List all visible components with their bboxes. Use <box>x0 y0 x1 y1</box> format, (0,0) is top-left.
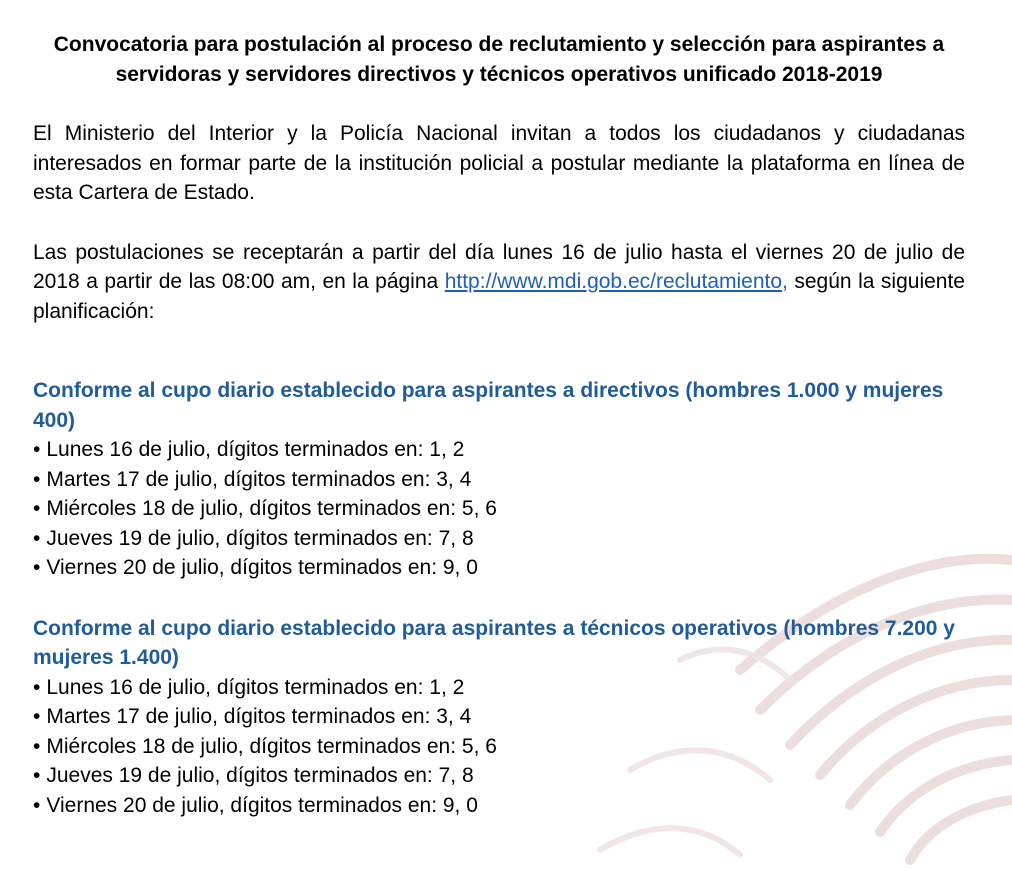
document-title: Convocatoria para postulación al proceso de reclutamiento y selección para aspirantes a servidoras y servidores directivos y técnicos operativos unificado 2018-2019 <box>53 33 945 86</box>
schedule-text-after-link: según la siguiente planificación: <box>33 270 965 323</box>
bullet-icon: • <box>33 438 41 461</box>
bullet-icon: • <box>33 675 41 699</box>
list-item: • Miércoles 18 de julio, dígitos terminados en: 5, 6 <box>33 497 497 520</box>
schedule-paragraph <box>33 238 965 327</box>
bullet-icon: • <box>33 556 41 579</box>
bullet-icon: • <box>33 764 41 787</box>
list-item: • Miércoles 18 de julio, dígitos terminados en: 5, 6 <box>33 734 497 758</box>
schedule-text-before-link: Las postulaciones se receptarán a partir del día lunes 16 de julio hasta el viernes 20 de julio de 2018 a partir de las 08:00 am, en la página <box>33 240 965 293</box>
list-item: • Jueves 19 de julio, dígitos terminados en: 7, 8 <box>33 526 474 550</box>
bullet-icon: • <box>33 793 41 817</box>
reclutamiento-link[interactable]: http://www.mdi.gob.ec/reclutamiento <box>444 270 783 293</box>
list-item: • Lunes 16 de julio, dígitos terminados en: 1, 2 <box>33 438 465 461</box>
intro-paragraph: El Ministerio del Interior y la Policía Nacional invitan a todos los ciudadanos y ciudadanas interesados en formar parte de la institución policial a postular mediante la plataforma en línea de esta Cartera de Estado. <box>33 122 965 204</box>
document-page <box>33 0 965 820</box>
bullet-icon: • <box>33 734 41 758</box>
bullet-list-tecnicos <box>33 673 965 821</box>
list-item: • Viernes 20 de julio, dígitos terminados en: 9, 0 <box>33 556 478 579</box>
bullet-icon: • <box>33 705 41 728</box>
link-comma: , <box>782 270 788 293</box>
section-heading-directivos: Conforme al cupo diario establecido para aspirantes a directivos (hombres 1.000 y mujeres 400) <box>33 379 944 432</box>
section-heading-tecnicos: Conforme al cupo diario establecido para aspirantes a técnicos operativos (hombres 7.200 y mujeres 1.400) <box>33 616 955 669</box>
list-item: • Martes 17 de julio, dígitos terminados en: 3, 4 <box>33 467 472 491</box>
bullet-icon: • <box>33 467 41 491</box>
list-item: • Viernes 20 de julio, dígitos terminados en: 9, 0 <box>33 793 478 817</box>
bullet-list-directivos <box>33 435 965 583</box>
bullet-icon: • <box>33 497 41 520</box>
list-item: • Martes 17 de julio, dígitos terminados en: 3, 4 <box>33 705 472 728</box>
list-item: • Lunes 16 de julio, dígitos terminados en: 1, 2 <box>33 675 465 699</box>
list-item: • Jueves 19 de julio, dígitos terminados en: 7, 8 <box>33 764 474 787</box>
bullet-icon: • <box>33 526 41 550</box>
